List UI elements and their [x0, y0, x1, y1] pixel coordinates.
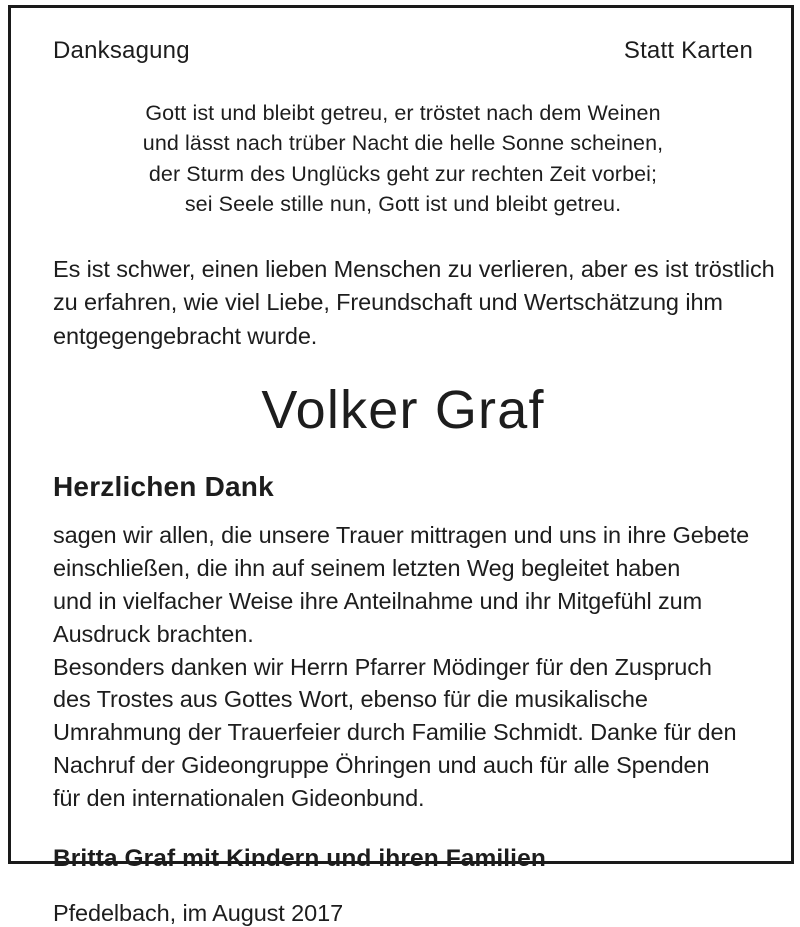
- notice-header: [53, 38, 753, 64]
- poem-line: Gott ist und bleibt getreu, er tröstet nach dem Weinen: [145, 101, 661, 126]
- notice-frame: [8, 5, 794, 927]
- poem-line: sei Seele stille nun, Gott ist und bleibt getreu.: [184, 191, 622, 216]
- body-line: Ausdruck brachten.: [53, 620, 254, 647]
- intro-line: Es ist schwer, einen lieben Menschen zu verlieren, aber es ist tröstlich: [53, 255, 775, 282]
- body-line: einschließen, die ihn auf seinem letzten Weg begleitet haben: [53, 554, 681, 581]
- body-line: sagen wir allen, die unsere Trauer mittragen und uns in ihre Gebete: [53, 522, 750, 549]
- intro-line: entgegengebracht wurde.: [53, 322, 318, 349]
- header-label-danksagung: Danksagung: [53, 37, 190, 64]
- body-line: für den internationalen Gideonbund.: [53, 785, 425, 812]
- body-line: Besonders danken wir Herrn Pfarrer Mödinger für den Zuspruch: [53, 653, 712, 680]
- thanks-body: [53, 519, 753, 815]
- body-line: Nachruf der Gideongruppe Öhringen und auch für alle Spenden: [53, 752, 710, 779]
- body-line: des Trostes aus Gottes Wort, ebenso für die musikalische: [53, 686, 648, 713]
- place-and-date: Pfedelbach, im August 2017: [53, 900, 344, 927]
- poem-line: der Sturm des Unglücks geht zur rechten Zeit vorbei;: [148, 161, 658, 186]
- thanks-heading: Herzlichen Dank: [53, 471, 274, 503]
- intro-paragraph: [53, 253, 775, 354]
- poem-line: und lässt nach trüber Nacht die helle Sonne scheinen,: [142, 131, 664, 156]
- header-label-statt-karten: Statt Karten: [623, 37, 753, 64]
- signature-line: Britta Graf mit Kindern und ihren Familien: [53, 845, 546, 873]
- intro-line: zu erfahren, wie viel Liebe, Freundschaft und Wertschätzung ihm: [53, 289, 723, 316]
- body-line: Umrahmung der Trauerfeier durch Familie Schmidt. Danke für den: [53, 719, 737, 746]
- body-line: und in vielfacher Weise ihre Anteilnahme und ihr Mitgefühl zum: [53, 587, 703, 614]
- poem-block: [53, 98, 753, 218]
- deceased-name: Volker Graf: [261, 379, 545, 440]
